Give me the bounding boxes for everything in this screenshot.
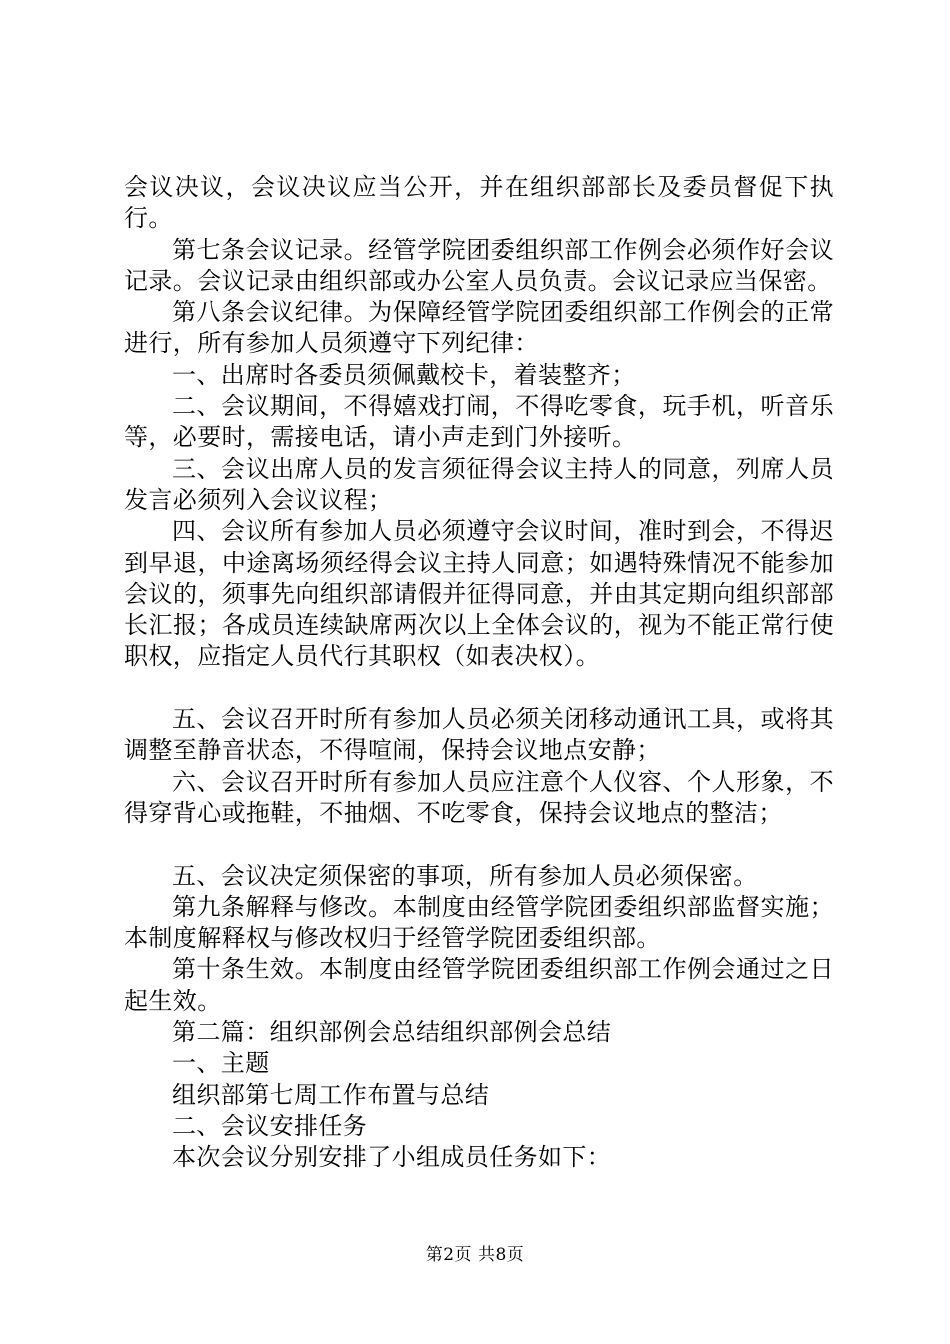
list-item: 二、会议期间，不得嬉戏打闹，不得吃零食，玩手机，听音乐等，必要时，需接电话，请小声走到门外接听。 <box>124 392 834 452</box>
paragraph-article-7: 第七条会议记录。经管学院团委组织部工作例会必须作好会议记录。会议记录由组织部或办公室人员负责。会议记录应当保密。 <box>124 235 834 295</box>
subheading: 一、主题 <box>172 1049 270 1078</box>
page-number-footer: 第2页 共8页 <box>425 1245 525 1265</box>
paragraph: 会议决议，会议决议应当公开，并在组织部部长及委员督促下执行。 <box>124 173 834 233</box>
paragraph-article-9: 第九条解释与修改。本制度由经管学院团委组织部监督实施；本制度解释权与修改权归于经管学院团委组织部。 <box>124 892 834 953</box>
document-body <box>124 172 834 1174</box>
section-heading: 第二篇：组织部例会总结组织部例会总结 <box>172 1018 612 1047</box>
paragraph: 组织部第七周工作布置与总结 <box>172 1080 490 1109</box>
paragraph-article-8: 第八条会议纪律。为保障经管学院团委组织部工作例会的正常进行，所有参加人员须遵守下列纪律： <box>124 298 834 358</box>
list-item: 三、会议出席人员的发言须征得会议主持人的同意，列席人员发言必须列入会议议程； <box>124 454 834 514</box>
list-item: 五、会议召开时所有参加人员必须关闭移动通讯工具，或将其调整至静音状态，不得喧闹，保持会议地点安静； <box>124 705 834 765</box>
list-item: 六、会议召开时所有参加人员应注意个人仪容、个人形象，不得穿背心或拖鞋，不抽烟、不吃零食，保持会议地点的整洁； <box>124 767 834 827</box>
subheading: 二、会议安排任务 <box>172 1111 368 1140</box>
list-item: 四、会议所有参加人员必须遵守会议时间，准时到会，不得迟到早退，中途离场须经得会议主持人同意；如遇特殊情况不能参加会议的，须事先向组织部请假并征得同意，并由其定期向组织部部长汇报；各成员连续缺席两次以上全体会议的，视为不能正常行使职权，应指定人员代行其职权（如表决权）。 <box>124 517 834 671</box>
paragraph-article-10: 第十条生效。本制度由经管学院团委组织部工作例会通过之日起生效。 <box>124 955 834 1015</box>
paragraph: 本次会议分别安排了小组成员任务如下： <box>172 1143 612 1172</box>
list-item: 一、出席时各委员须佩戴校卡，着装整齐； <box>172 360 636 389</box>
list-item: 五、会议决定须保密的事项，所有参加人员必须保密。 <box>172 861 758 890</box>
